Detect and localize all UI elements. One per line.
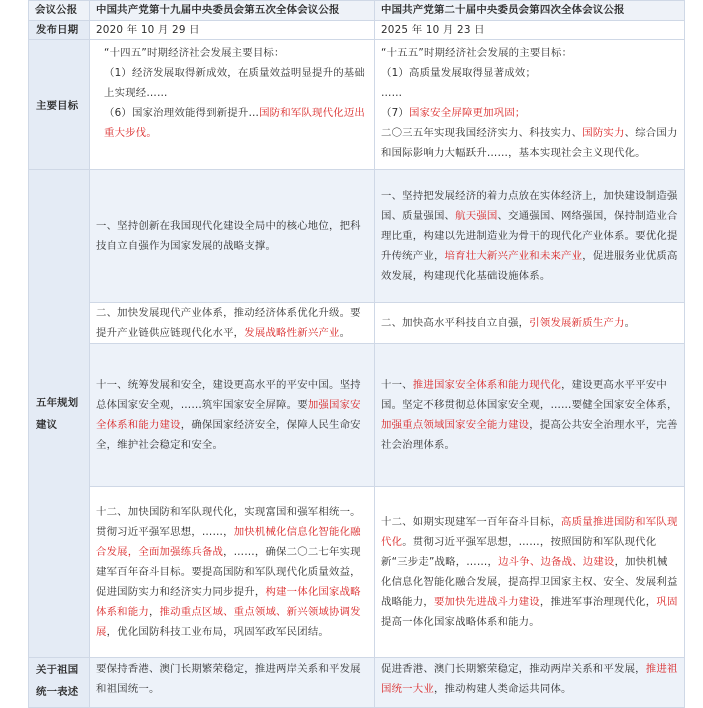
unification-row [29, 658, 685, 708]
plan-r4-right-e: 提高一体化国家战略体系和能力。 [381, 616, 540, 628]
plan-r2-left-red: 发展战略性新兴产业 [244, 327, 340, 339]
plan-r4-left-a: 十二、加快国防和军队现代化，实现富国和强军相统一。贯彻习近平强军思想，……， [96, 506, 361, 538]
goals-right-item1: （1）高质量发展取得显著成效； [381, 67, 537, 79]
goals-right-item7 [381, 103, 678, 123]
plan-r3-right-a: 十一、 [381, 379, 413, 391]
goals-right-2035-a: 二〇三五年实现我国经济实力、科技实力、 [381, 127, 583, 139]
plan-row-3 [29, 344, 685, 487]
plan-r3-left-red: 加强国家安全体系和能力建设 [96, 399, 361, 431]
plan-r2-right-a: 二、加快高水平科技自立自强， [381, 317, 530, 329]
plan-r4-left-b: ，……，确保二〇二七年实现建军百年奋斗目标。要提高国防和军队现代化质量效益，促进国防实力和经济实力同步提升， [96, 546, 361, 598]
goals-right-cell [375, 40, 685, 170]
plan-label [29, 170, 90, 658]
plan-row-1 [29, 170, 685, 303]
unification-left: 要保持香港、澳门长期繁荣稳定，推进两岸关系和平发展和祖国统一。 [90, 658, 375, 708]
unification-right-red: 推进祖国统一大业 [381, 663, 678, 695]
plan-r4-right-red4: 巩固 [656, 596, 678, 608]
plan-r2-left [90, 303, 375, 344]
plan-r1-right-red2: 培育壮大新兴产业和未来产业 [444, 250, 583, 262]
header-col-19th-plenum: 中国共产党第十九届中央委员会第五次全体会议公报 [90, 1, 375, 21]
plan-r4-right-red1: 高质量推进国防和军队现代化 [381, 516, 678, 548]
goals-right-2035-red: 国防实力 [582, 127, 625, 139]
plan-r4-right-a: 十二、如期实现建军一百年奋斗目标， [381, 516, 562, 528]
goals-left-item6-red: 国防和军队现代化迈出重大步伐。 [104, 107, 365, 139]
goals-right-ellipsis: …… [381, 87, 403, 99]
plan-r4-left [90, 487, 375, 658]
plan-r4-left-red3: 推动重点区域、重点领域、新兴领域协调发展 [96, 606, 361, 638]
plan-r1-right-b: 、交通强国、网络强国，保持制造业合理比重，构建以先进制造业为骨干的现代化产业体系。要优化提升传统产业， [381, 210, 678, 262]
plan-r2-right-red: 引领发展新质生产力 [529, 317, 625, 329]
plan-r4-right-red3: 要加快先进战斗力建设 [433, 596, 540, 608]
plan-r3-right-b: ，建设更高水平平安中国。坚定不移贯彻总体国家安全观，……要健全国家安全体系， [381, 379, 678, 411]
date-right: 2025 年 10 月 23 日 [375, 21, 685, 40]
goals-label: 主要目标 [29, 40, 90, 170]
plan-r4-right-red2: 边斗争、边备战、边建设 [498, 556, 615, 568]
plan-row-2 [29, 303, 685, 344]
unification-label [29, 658, 90, 708]
goals-left-item6 [96, 103, 368, 143]
goals-right-2035-b: 、综合国力和国际影响力大幅跃升……，基本实现社会主义现代化。 [381, 127, 678, 159]
plan-r2-right-b: 。 [624, 317, 636, 329]
goals-right-item7-red: 国家安全屏障更加巩固； [409, 107, 526, 119]
plan-r2-left-a: 二、加快发展现代产业体系，推动经济体系优化升级。要提升产业链供应链现代化水平， [96, 307, 361, 339]
header-col-20th-plenum: 中国共产党第二十届中央委员会第四次全体会议公报 [375, 1, 685, 21]
unification-right [375, 658, 685, 708]
unification-label-text: 关于祖国统一表述 [36, 664, 79, 698]
plan-r1-right-a: 一、坚持把发展经济的着力点放在实体经济上，加快建设制造强国、质量强国、 [381, 190, 678, 222]
plan-r2-left-b: 。 [339, 327, 351, 339]
goals-row [29, 40, 685, 170]
plan-r1-left: 一、坚持创新在我国现代化建设全局中的核心地位，把科技自立自强作为国家发展的战略支撑。 [90, 170, 375, 303]
plan-label-text: 五年规划建议 [36, 396, 79, 431]
date-label: 发布日期 [29, 21, 90, 40]
goals-left-cell [90, 40, 375, 170]
plan-r1-right [375, 170, 685, 303]
plan-r2-right [375, 303, 685, 344]
plan-r3-left [90, 344, 375, 487]
plan-r4-right-d: ，推进军事治理现代化， [539, 596, 657, 608]
plan-row-4 [29, 487, 685, 658]
unification-right-a: 促进香港、澳门长期繁荣稳定，推动两岸关系和平发展， [381, 663, 646, 675]
date-left: 2020 年 10 月 29 日 [90, 21, 375, 40]
goals-right-title: “十五五”时期经济社会发展的主要目标： [381, 47, 573, 59]
goals-left-title: “十四五”时期经济社会发展主要目标： [104, 47, 285, 59]
plan-r1-right-red1: 航天强国 [455, 210, 498, 222]
header-row [29, 1, 685, 21]
date-row [29, 21, 685, 40]
plan-r4-left-red2: 构建一体化国家战略体系和能力 [96, 586, 361, 618]
plan-r4-right-b: 。贯彻习近平强军思想，……，按照国防和军队现代化新“三步走”战略，……， [381, 536, 657, 568]
plan-r4-right [375, 487, 685, 658]
comparison-sheet [28, 0, 684, 698]
goals-left-item1: （1）经济发展取得新成效，在质量效益明显提升的基础上实现经…… [104, 67, 365, 99]
goals-left-item6-text: （6）国家治理效能得到新提升… [104, 107, 260, 119]
unification-right-b: ，推动构建人类命运共同体。 [433, 683, 572, 695]
plan-r3-right [375, 344, 685, 487]
plan-r4-left-red1: 加快机械化信息化智能化融合发展，全面加强练兵备战 [96, 526, 361, 558]
goals-right-item7-prefix: （7） [381, 107, 409, 119]
plan-r3-right-red1: 推进国家安全体系和能力现代化 [412, 379, 562, 391]
plan-r3-right-red2: 加强重点领域国家安全能力建设 [381, 419, 530, 431]
plan-r4-right-c: ，加快机械化信息化智能化融合发展，提高捍卫国家主权、安全、发展利益战略能力， [381, 556, 678, 608]
goals-right-2035 [381, 123, 678, 163]
plan-r1-right-c: ，促进服务业优质高效发展，构建现代化基础设施体系。 [381, 250, 678, 282]
plan-r4-left-c: ， [148, 606, 160, 618]
plan-r4-left-d: ，优化国防科技工业布局，巩固军政军民团结。 [106, 626, 329, 638]
comparison-table [28, 0, 685, 708]
plan-r3-left-b: ，确保国家经济安全，保障人民生命安全，维护社会稳定和安全。 [96, 419, 361, 451]
plan-r3-right-c: ，提高公共安全治理水平，完善社会治理体系。 [381, 419, 678, 451]
plan-r3-left-a: 十一、统筹发展和安全，建设更高水平的平安中国。坚持总体国家安全观，……筑牢国家安全屏障。要 [96, 379, 361, 411]
header-col-communique: 会议公报 [29, 1, 90, 21]
